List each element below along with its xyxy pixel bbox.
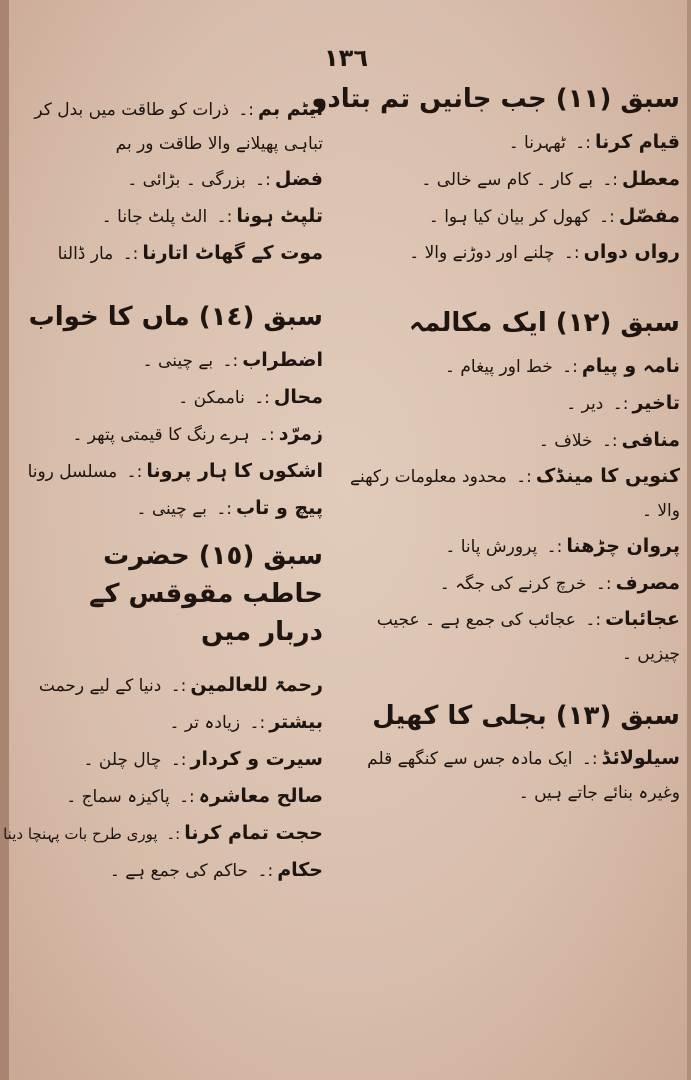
lesson-14-heading: سبق (١٤) ماں کا خواب xyxy=(28,302,323,332)
entry-meaning: چال چلن ۔ xyxy=(83,750,162,770)
glossary-entry: بیشتر:۔ زیادہ تر ۔ xyxy=(169,711,323,733)
glossary-entry: سیرت و کردار:۔ چال چلن ۔ xyxy=(83,748,323,770)
entry-term: اشکوں کا ہار پرونا xyxy=(146,460,323,482)
glossary-entry: محال:۔ ناممکن ۔ xyxy=(178,386,323,408)
entry-meaning: ہرے رنگ کا قیمتی پتھر ۔ xyxy=(72,425,250,445)
glossary-entry: فضل:۔ بزرگی ۔ بڑائی ۔ xyxy=(127,168,323,190)
entry-term: تاخیر xyxy=(632,392,680,414)
glossary-entry: نامہ و پیام:۔ خط اور پیغام ۔ xyxy=(445,355,680,377)
entry-meaning: ٹھہرنا ۔ xyxy=(508,133,566,153)
entry-meaning: بے کار ۔ کام سے خالی ۔ xyxy=(421,170,593,190)
glossary-entry: اضطراب:۔ بے چینی ۔ xyxy=(142,349,323,371)
right-column xyxy=(311,80,680,810)
glossary-entry: ایٹم بم:۔ ذرات کو طاقت میں بدل کر تباہی پھیلانے والا طاقت ور بم xyxy=(34,98,323,154)
glossary-entry: صالح معاشرہ:۔ پاکیزہ سماج ۔ xyxy=(66,785,323,807)
glossary-entry: زمرّد:۔ ہرے رنگ کا قیمتی پتھر ۔ xyxy=(72,423,323,445)
glossary-entry: مصرف:۔ خرچ کرنے کی جگہ ۔ xyxy=(439,572,680,594)
entry-term: قیام کرنا xyxy=(594,131,680,153)
entry-term: منافی xyxy=(621,429,680,451)
entry-term: موت کے گھاٹ اتارنا xyxy=(142,242,323,264)
entry-meaning: چلنے اور دوڑنے والا ۔ xyxy=(409,243,555,263)
entry-meaning: محدود معلومات رکھنے والا ۔ xyxy=(349,467,680,521)
entry-meaning: پاکیزہ سماج ۔ xyxy=(66,787,170,807)
page-edge-right xyxy=(687,0,691,1080)
entry-meaning: دنیا کے لیے رحمت xyxy=(38,676,162,696)
entry-term: محال xyxy=(273,386,323,408)
entry-term: پروان چڑھنا xyxy=(566,535,680,557)
entry-term: مفصّل xyxy=(618,205,680,227)
glossary-entry: رحمۃ للعالمین:۔ دنیا کے لیے رحمت xyxy=(38,674,323,696)
entry-meaning: ایک مادہ جس سے کنگھے قلم وغیرہ بنائے جاتے ہیں ۔ xyxy=(367,749,680,803)
entry-meaning: مار ڈالنا xyxy=(57,244,114,264)
entry-meaning: الٹ پلٹ جانا ۔ xyxy=(101,207,208,227)
entry-meaning: مسلسل رونا xyxy=(27,462,118,482)
glossary-entry: معطل:۔ بے کار ۔ کام سے خالی ۔ xyxy=(421,168,680,190)
glossary-entry: عجائبات:۔ عجائب کی جمع ہے ۔ عجیب چیزیں ۔ xyxy=(376,608,680,664)
entry-meaning: زیادہ تر ۔ xyxy=(169,713,241,733)
entry-meaning: ذرات کو طاقت میں بدل کر تباہی پھیلانے والا طاقت ور بم xyxy=(34,100,323,154)
entry-meaning: دیر ۔ xyxy=(566,394,604,414)
lesson-15-heading: سبق (١٥) حضرت حاطب مقوقس کے دربار میں xyxy=(89,541,323,647)
page-number: ١٣٦ xyxy=(324,44,368,72)
entry-term: معطل xyxy=(622,168,680,190)
entry-meaning: عجائب کی جمع ہے ۔ عجیب چیزیں ۔ xyxy=(376,610,680,664)
entry-meaning: پرورش پانا ۔ xyxy=(445,537,538,557)
glossary-entry: اشکوں کا ہار پرونا:۔ مسلسل رونا xyxy=(27,460,323,482)
entry-term: ایٹم بم xyxy=(258,98,323,120)
entry-meaning: کھول کر بیان کیا ہوا ۔ xyxy=(428,207,590,227)
page-edge-left xyxy=(0,0,9,1080)
entry-term: رواں دواں xyxy=(583,241,680,263)
entry-term: تلپٹ ہونا xyxy=(236,205,323,227)
glossary-entry: تاخیر:۔ دیر ۔ xyxy=(566,392,680,414)
glossary-entry: رواں دواں:۔ چلنے اور دوڑنے والا ۔ xyxy=(409,241,680,263)
entry-meaning: بے چینی ۔ xyxy=(142,351,214,371)
glossary-entry: تلپٹ ہونا:۔ الٹ پلٹ جانا ۔ xyxy=(101,205,323,227)
glossary-entry: سیلولائڈ:۔ ایک مادہ جس سے کنگھے قلم وغیرہ بنائے جاتے ہیں ۔ xyxy=(367,747,680,803)
glossary-entry: موت کے گھاٹ اتارنا:۔ مار ڈالنا xyxy=(57,242,323,264)
entry-term: اضطراب xyxy=(242,349,323,371)
entry-meaning: بزرگی ۔ بڑائی ۔ xyxy=(127,170,246,190)
glossary-entry: حجت تمام کرنا:۔ پوری طرح بات پہنچا دینا xyxy=(3,822,323,844)
entry-term: صالح معاشرہ xyxy=(198,785,323,807)
entry-meaning: خط اور پیغام ۔ xyxy=(445,357,553,377)
glossary-entry: منافی:۔ خلاف ۔ xyxy=(538,429,680,451)
entry-meaning: بے چینی ۔ xyxy=(136,499,207,519)
entry-term: کنویں کا مینڈک xyxy=(535,465,680,487)
entry-term: حجت تمام کرنا xyxy=(184,822,323,844)
glossary-entry: مفصّل:۔ کھول کر بیان کیا ہوا ۔ xyxy=(428,205,680,227)
entry-meaning: ناممکن ۔ xyxy=(178,388,245,408)
entry-meaning: خرچ کرنے کی جگہ ۔ xyxy=(439,574,587,594)
glossary-entry: قیام کرنا:۔ ٹھہرنا ۔ xyxy=(508,131,680,153)
glossary-entry: پروان چڑھنا:۔ پرورش پانا ۔ xyxy=(445,535,680,557)
entry-term: نامہ و پیام xyxy=(581,355,680,377)
lesson-12-heading: سبق (١٢) ایک مکالمہ xyxy=(408,308,680,338)
entry-meaning: حاکم کی جمع ہے ۔ xyxy=(109,861,249,881)
lesson-13-heading: سبق (١٣) بجلی کا کھیل xyxy=(372,701,680,731)
entry-term: عجائبات xyxy=(605,608,680,630)
entry-term: بیشتر xyxy=(269,711,323,733)
left-column xyxy=(3,92,323,889)
entry-meaning: پوری طرح بات پہنچا دینا xyxy=(3,825,158,843)
glossary-entry: کنویں کا مینڈک:۔ محدود معلومات رکھنے والا ۔ xyxy=(349,465,680,521)
lesson-11-heading: سبق (١١) جب جانیں تم بتادو xyxy=(311,84,680,114)
entry-term: فضل xyxy=(274,168,323,190)
entry-term: رحمۃ للعالمین xyxy=(190,674,323,696)
entry-term: حکام xyxy=(277,859,323,881)
entry-term: سیرت و کردار xyxy=(190,748,323,770)
entry-meaning: خلاف ۔ xyxy=(538,431,593,451)
glossary-entry: پیچ و تاب:۔ بے چینی ۔ xyxy=(136,497,323,519)
entry-term: پیچ و تاب xyxy=(236,497,323,519)
entry-term: زمرّد xyxy=(278,423,323,445)
glossary-entry: حکام:۔ حاکم کی جمع ہے ۔ xyxy=(109,859,323,881)
entry-term: سیلولائڈ xyxy=(601,747,680,769)
entry-term: مصرف xyxy=(615,572,680,594)
